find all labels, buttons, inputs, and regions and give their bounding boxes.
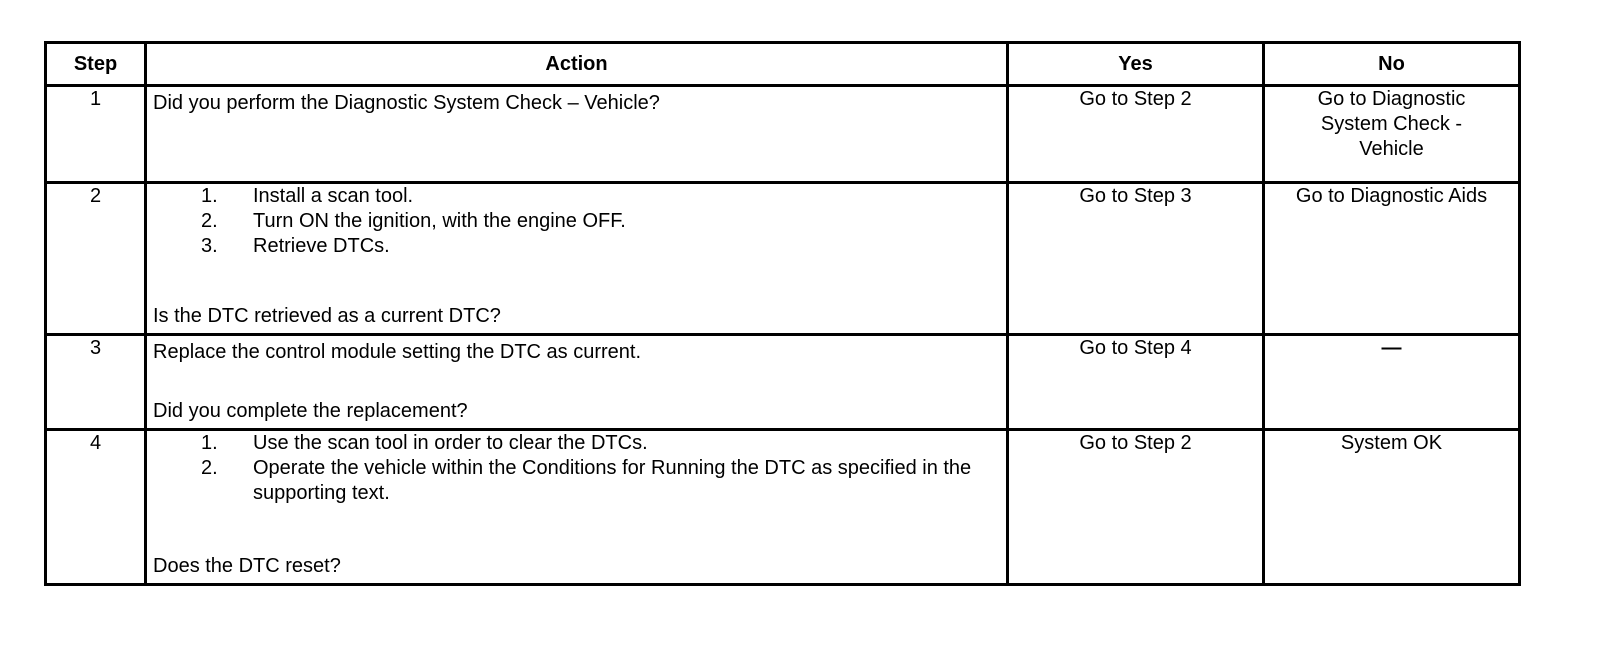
list-item-text: Retrieve DTCs. — [253, 235, 390, 257]
action-text: Did you perform the Diagnostic System Check – Vehicle? — [153, 92, 660, 114]
yes-result: Go to Step 2 — [1008, 430, 1264, 585]
header-step: Step — [46, 43, 146, 86]
no-result — [1264, 86, 1520, 183]
no-result-dash: — — [1381, 337, 1402, 359]
table-row — [46, 335, 1520, 430]
no-result — [1264, 335, 1520, 430]
action-cell — [146, 430, 1008, 585]
no-result-line: Vehicle — [1359, 138, 1424, 160]
header-no: No — [1264, 43, 1520, 86]
action-content — [153, 184, 1000, 331]
list-item — [153, 456, 1000, 506]
yes-result: Go to Step 3 — [1008, 183, 1264, 335]
header-action: Action — [146, 43, 1008, 86]
action-question: Is the DTC retrieved as a current DTC? — [153, 305, 501, 327]
list-item-text: Use the scan tool in order to clear the DTCs. — [253, 432, 648, 454]
action-content — [153, 431, 1000, 581]
header-yes: Yes — [1008, 43, 1264, 86]
step-number: 4 — [46, 430, 146, 585]
list-item-number: 3. — [201, 235, 218, 257]
action-steps-list — [153, 184, 1000, 259]
no-result-line: System Check - — [1320, 113, 1463, 135]
action-text: Replace the control module setting the DTC as current. — [153, 341, 642, 363]
table-row — [46, 183, 1520, 335]
action-cell — [146, 86, 1008, 183]
list-item — [153, 209, 1000, 234]
list-item-text: Operate the vehicle within the Conditions for Running the DTC as specified in the supporting text. — [253, 457, 972, 504]
yes-result: Go to Step 2 — [1008, 86, 1264, 183]
action-steps-list — [153, 431, 1000, 506]
action-cell — [146, 183, 1008, 335]
step-number: 1 — [46, 86, 146, 183]
list-item-number: 1. — [201, 185, 218, 207]
list-item — [153, 184, 1000, 209]
yes-result: Go to Step 4 — [1008, 335, 1264, 430]
list-item-text: Install a scan tool. — [253, 185, 414, 207]
action-cell — [146, 335, 1008, 430]
no-result: System OK — [1264, 430, 1520, 585]
list-item — [153, 234, 1000, 259]
action-question: Does the DTC reset? — [153, 555, 341, 577]
action-question: Did you complete the replacement? — [153, 400, 468, 422]
table-row — [46, 86, 1520, 183]
list-item-number: 2. — [201, 457, 218, 479]
table-header-row — [46, 43, 1520, 86]
diagnostic-table — [44, 41, 1521, 586]
list-item-number: 2. — [201, 210, 218, 232]
no-result-line: Go to Diagnostic — [1317, 88, 1466, 110]
no-result: Go to Diagnostic Aids — [1264, 183, 1520, 335]
table-row — [46, 430, 1520, 585]
step-number: 2 — [46, 183, 146, 335]
list-item — [153, 431, 1000, 456]
action-content — [153, 336, 1000, 426]
list-item-number: 1. — [201, 432, 218, 454]
list-item-text: Turn ON the ignition, with the engine OFF. — [253, 210, 626, 232]
step-number: 3 — [46, 335, 146, 430]
